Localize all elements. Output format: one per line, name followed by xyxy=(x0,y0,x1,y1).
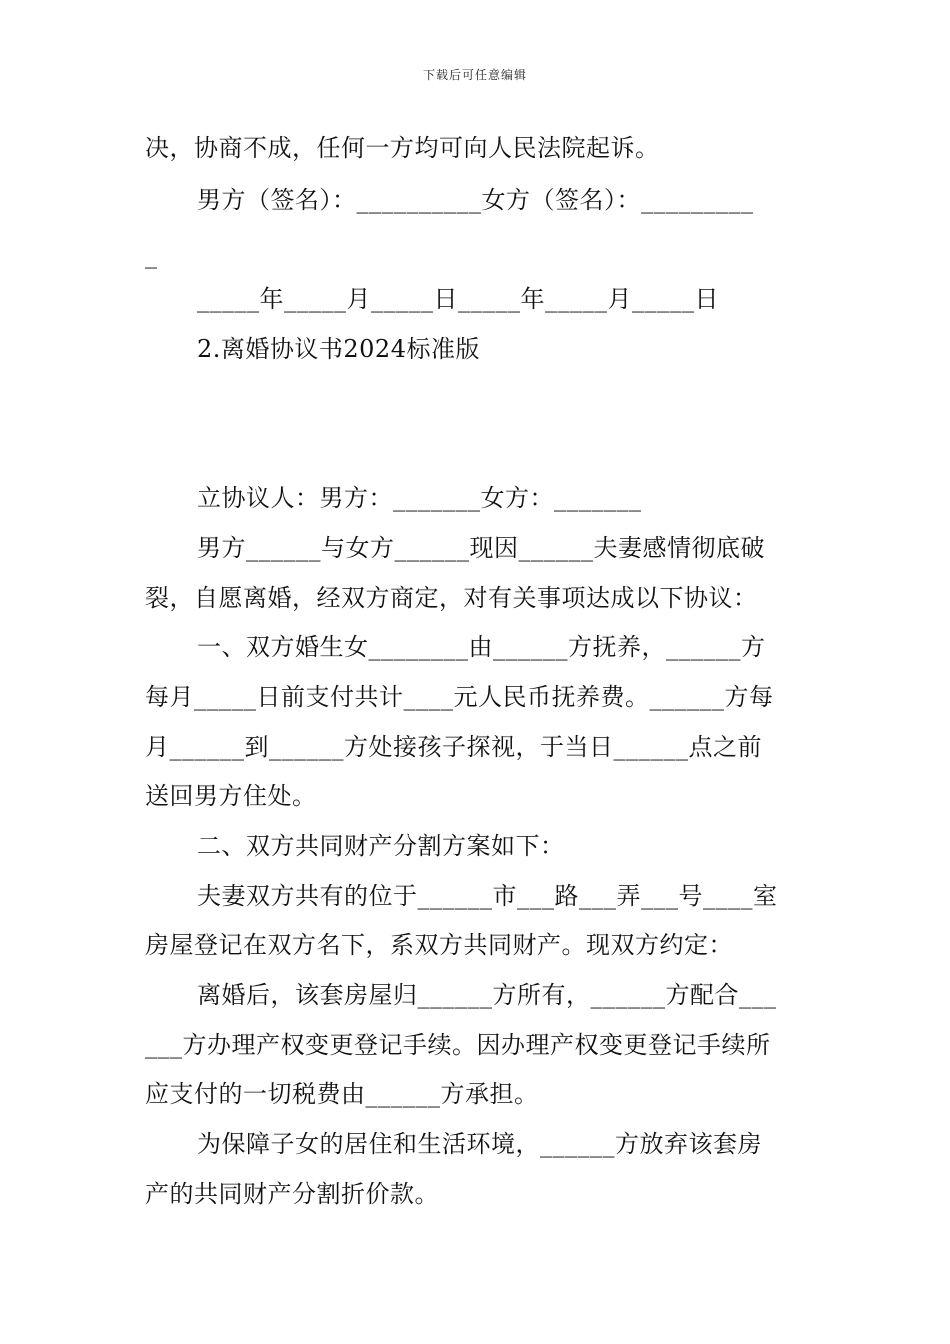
text-line-13: 二、双方共同财产分割方案如下： xyxy=(197,832,565,860)
text-line-1: 决，协商不成，任何一方均可向人民法院起诉。 xyxy=(145,134,660,162)
text-line-19: 为保障子女的居住和生活环境，______方放弃该套房 xyxy=(197,1130,762,1158)
text-line-parties: 立协议人：男方：_______女方：_______ xyxy=(197,484,642,512)
text-line-dates: _____年_____月_____日_____年_____月_____日 xyxy=(197,285,719,313)
text-line-12: 送回男方住处。 xyxy=(145,782,317,810)
text-line-11: 月______到______方处接孩子探视，于当日______点之前 xyxy=(145,733,762,761)
text-line-15: 房屋登记在双方名下，系双方共同财产。现双方约定： xyxy=(145,931,733,959)
text-line-14: 夫妻双方共有的位于______市___路___弄___号____室 xyxy=(197,882,778,910)
text-line-signature-continuation: _ xyxy=(145,241,158,269)
section-title: 2.离婚协议书2024标准版 xyxy=(197,335,480,363)
page-header-watermark: 下载后可任意编辑 xyxy=(422,68,527,82)
text-line-17: ___方办理产权变更登记手续。因办理产权变更登记手续所 xyxy=(145,1031,771,1059)
text-line-10: 每月_____日前支付共计____元人民币抚养费。______方每 xyxy=(145,683,774,711)
text-line-signatures: 男方（签名）：__________女方（签名）：_________ xyxy=(197,186,754,214)
text-line-9: 一、双方婚生女________由______方抚养，______方 xyxy=(197,633,766,661)
text-line-7: 男方______与女方______现因______夫妻感情彻底破 xyxy=(197,534,765,562)
text-line-18: 应支付的一切税费由______方承担。 xyxy=(145,1080,539,1108)
text-line-16: 离婚后，该套房屋归______方所有，______方配合___ xyxy=(197,981,777,1009)
text-line-20: 产的共同财产分割折价款。 xyxy=(145,1180,439,1208)
text-line-8: 裂，自愿离婚，经双方商定，对有关事项达成以下协议： xyxy=(145,584,758,612)
